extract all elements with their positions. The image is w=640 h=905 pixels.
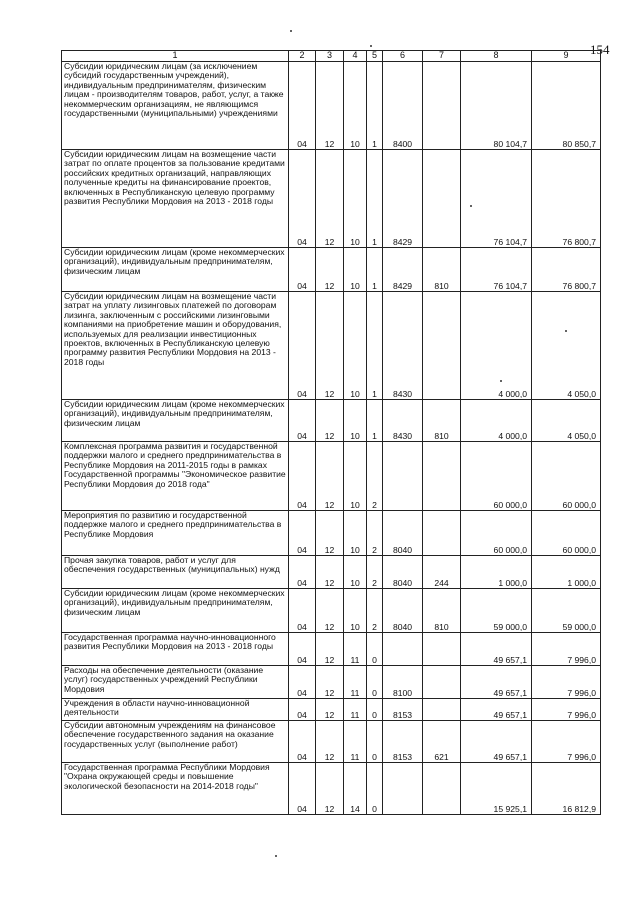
code-c4: 14 xyxy=(344,763,367,815)
amount-col8: 49 657,1 xyxy=(461,721,532,763)
code-c5: 0 xyxy=(367,763,383,815)
amount-col8: 49 657,1 xyxy=(461,633,532,666)
header-cell: 5 xyxy=(367,51,383,62)
code-c4: 10 xyxy=(344,511,367,556)
code-c5: 1 xyxy=(367,62,383,150)
amount-col8: 1 000,0 xyxy=(461,556,532,589)
amount-col9: 4 050,0 xyxy=(532,292,601,400)
code-c4: 11 xyxy=(344,633,367,666)
code-c7 xyxy=(423,62,461,150)
code-c7: 810 xyxy=(423,400,461,442)
amount-col8: 15 925,1 xyxy=(461,763,532,815)
code-c2: 04 xyxy=(289,589,316,633)
code-c4: 11 xyxy=(344,666,367,699)
amount-col8: 60 000,0 xyxy=(461,442,532,511)
code-c5: 1 xyxy=(367,150,383,248)
table-row xyxy=(62,633,601,666)
amount-col8: 80 104,7 xyxy=(461,62,532,150)
code-c5: 2 xyxy=(367,511,383,556)
amount-col8: 4 000,0 xyxy=(461,400,532,442)
code-c7 xyxy=(423,763,461,815)
code-c2: 04 xyxy=(289,248,316,292)
code-c5: 0 xyxy=(367,666,383,699)
code-c3: 12 xyxy=(316,633,344,666)
item-name: Субсидии юридическим лицам (кроме некоммерческих организаций), индивидуальным предпринимателям, физическим лицам xyxy=(62,589,289,633)
table-row xyxy=(62,248,601,292)
code-c3: 12 xyxy=(316,556,344,589)
code-c2: 04 xyxy=(289,666,316,699)
code-c3: 12 xyxy=(316,248,344,292)
code-c4: 10 xyxy=(344,442,367,511)
scan-dot xyxy=(565,330,567,332)
code-c7: 810 xyxy=(423,248,461,292)
table-row xyxy=(62,400,601,442)
code-c6: 8430 xyxy=(383,400,423,442)
scan-dot xyxy=(500,380,502,382)
code-c6: 8429 xyxy=(383,150,423,248)
code-c7 xyxy=(423,292,461,400)
code-c5: 0 xyxy=(367,699,383,721)
amount-col9: 7 996,0 xyxy=(532,699,601,721)
code-c6: 8153 xyxy=(383,699,423,721)
code-c3: 12 xyxy=(316,511,344,556)
amount-col9: 7 996,0 xyxy=(532,666,601,699)
code-c6: 8100 xyxy=(383,666,423,699)
table-row xyxy=(62,556,601,589)
code-c7 xyxy=(423,666,461,699)
code-c4: 11 xyxy=(344,721,367,763)
code-c4: 10 xyxy=(344,556,367,589)
scan-dot xyxy=(275,855,277,857)
scan-dot xyxy=(370,45,372,47)
code-c7 xyxy=(423,633,461,666)
code-c2: 04 xyxy=(289,721,316,763)
code-c7 xyxy=(423,699,461,721)
amount-col9: 59 000,0 xyxy=(532,589,601,633)
amount-col9: 80 850,7 xyxy=(532,62,601,150)
scan-dot xyxy=(290,30,292,32)
code-c6: 8153 xyxy=(383,721,423,763)
amount-col8: 60 000,0 xyxy=(461,511,532,556)
amount-col9: 76 800,7 xyxy=(532,248,601,292)
amount-col9: 16 812,9 xyxy=(532,763,601,815)
code-c4: 10 xyxy=(344,292,367,400)
code-c4: 10 xyxy=(344,400,367,442)
header-cell: 9 xyxy=(532,51,601,62)
code-c2: 04 xyxy=(289,699,316,721)
item-name: Субсидии юридическим лицам (кроме некоммерческих организаций), индивидуальным предпринимателям, физическим лицам xyxy=(62,248,289,292)
amount-col9: 4 050,0 xyxy=(532,400,601,442)
amount-col9: 1 000,0 xyxy=(532,556,601,589)
item-name: Субсидии автономным учреждениям на финансовое обеспечение государственного задания на оказание государственных услуг (выполнение работ) xyxy=(62,721,289,763)
item-name: Мероприятия по развитию и государственной поддержке малого и среднего предпринимательства в Республике Мордовия xyxy=(62,511,289,556)
item-name: Государственная программа научно-инновационного развития Республики Мордовия на 2013 - 2018 годы xyxy=(62,633,289,666)
code-c6 xyxy=(383,763,423,815)
table-row xyxy=(62,150,601,248)
code-c7: 810 xyxy=(423,589,461,633)
code-c5: 1 xyxy=(367,400,383,442)
code-c7 xyxy=(423,511,461,556)
code-c4: 10 xyxy=(344,248,367,292)
page-number: 154 xyxy=(590,42,610,57)
code-c6: 8430 xyxy=(383,292,423,400)
amount-col9: 76 800,7 xyxy=(532,150,601,248)
header-cell: 6 xyxy=(383,51,423,62)
code-c6 xyxy=(383,633,423,666)
item-name: Субсидии юридическим лицам на возмещение части затрат по оплате процентов за пользование кредитами российских кредитных организаций, направляющих полученные кредиты на финансирование проектов, включенных в Республиканскую целевую программу развития Республики Мордовия на 2013 - 2018 годы xyxy=(62,150,289,248)
amount-col8: 76 104,7 xyxy=(461,150,532,248)
item-name: Учреждения в области научно-инновационной деятельности xyxy=(62,699,289,721)
code-c2: 04 xyxy=(289,511,316,556)
code-c5: 1 xyxy=(367,292,383,400)
item-name: Субсидии юридическим лицам (кроме некоммерческих организаций), индивидуальным предпринимателям, физическим лицам xyxy=(62,400,289,442)
amount-col9: 7 996,0 xyxy=(532,633,601,666)
code-c6: 8040 xyxy=(383,589,423,633)
code-c3: 12 xyxy=(316,292,344,400)
header-cell: 3 xyxy=(316,51,344,62)
item-name: Комплексная программа развития и государственной поддержки малого и среднего предпринимательства в Республике Мордовия на 2011-2015 годы в рамках Государственной программы "Экономическое развитие Республики Мордовия до 2018 года" xyxy=(62,442,289,511)
amount-col8: 4 000,0 xyxy=(461,292,532,400)
code-c2: 04 xyxy=(289,633,316,666)
code-c5: 1 xyxy=(367,248,383,292)
header-cell: 4 xyxy=(344,51,367,62)
code-c7 xyxy=(423,442,461,511)
code-c3: 12 xyxy=(316,763,344,815)
code-c7 xyxy=(423,150,461,248)
code-c7: 621 xyxy=(423,721,461,763)
table-row xyxy=(62,442,601,511)
amount-col9: 60 000,0 xyxy=(532,511,601,556)
code-c4: 10 xyxy=(344,150,367,248)
table-row xyxy=(62,589,601,633)
code-c5: 0 xyxy=(367,633,383,666)
amount-col8: 49 657,1 xyxy=(461,666,532,699)
code-c3: 12 xyxy=(316,721,344,763)
header-cell: 8 xyxy=(461,51,532,62)
code-c3: 12 xyxy=(316,62,344,150)
code-c6: 8040 xyxy=(383,511,423,556)
code-c7: 244 xyxy=(423,556,461,589)
code-c2: 04 xyxy=(289,150,316,248)
code-c5: 2 xyxy=(367,442,383,511)
item-name: Расходы на обеспечение деятельности (оказание услуг) государственных учреждений Республики Мордовия xyxy=(62,666,289,699)
code-c6: 8429 xyxy=(383,248,423,292)
code-c2: 04 xyxy=(289,763,316,815)
code-c4: 10 xyxy=(344,62,367,150)
header-cell: 2 xyxy=(289,51,316,62)
code-c6 xyxy=(383,442,423,511)
code-c6: 8040 xyxy=(383,556,423,589)
table-row xyxy=(62,511,601,556)
amount-col8: 59 000,0 xyxy=(461,589,532,633)
amount-col9: 7 996,0 xyxy=(532,721,601,763)
header-row xyxy=(62,51,601,62)
code-c3: 12 xyxy=(316,666,344,699)
code-c2: 04 xyxy=(289,400,316,442)
code-c3: 12 xyxy=(316,699,344,721)
code-c2: 04 xyxy=(289,292,316,400)
code-c6: 8400 xyxy=(383,62,423,150)
budget-table xyxy=(61,50,601,815)
code-c5: 0 xyxy=(367,721,383,763)
code-c3: 12 xyxy=(316,400,344,442)
table-row xyxy=(62,62,601,150)
table-row xyxy=(62,699,601,721)
table-row xyxy=(62,763,601,815)
item-name: Прочая закупка товаров, работ и услуг для обеспечения государственных (муниципальных) нужд xyxy=(62,556,289,589)
code-c2: 04 xyxy=(289,442,316,511)
code-c3: 12 xyxy=(316,442,344,511)
table-row xyxy=(62,292,601,400)
code-c3: 12 xyxy=(316,150,344,248)
code-c4: 10 xyxy=(344,589,367,633)
item-name: Государственная программа Республики Мордовия "Охрана окружающей среды и повышение экологической безопасности на 2014-2018 годы" xyxy=(62,763,289,815)
header-cell: 1 xyxy=(62,51,289,62)
header-cell: 7 xyxy=(423,51,461,62)
scan-dot xyxy=(470,205,472,207)
amount-col9: 60 000,0 xyxy=(532,442,601,511)
code-c4: 11 xyxy=(344,699,367,721)
amount-col8: 49 657,1 xyxy=(461,699,532,721)
table-row xyxy=(62,666,601,699)
table-row xyxy=(62,721,601,763)
code-c5: 2 xyxy=(367,589,383,633)
code-c2: 04 xyxy=(289,556,316,589)
item-name: Субсидии юридическим лицам (за исключением субсидий государственным учреждений), индивидуальным предпринимателям, физическим лицам - производителям товаров, работ, услуг, а также некоммерческим организациям, не являющимся государственными (муниципальными) учреждениями xyxy=(62,62,289,150)
code-c3: 12 xyxy=(316,589,344,633)
item-name: Субсидии юридическим лицам на возмещение части затрат на уплату лизинговых платежей по договорам лизинга, заключенным с российскими лизинговыми компаниями на приобретение машин и оборудования, используемых для реализации инвестиционных проектов, включенных в Республиканскую целевую программу развития Республики Мордовия на 2013 - 2018 годы xyxy=(62,292,289,400)
amount-col8: 76 104,7 xyxy=(461,248,532,292)
code-c2: 04 xyxy=(289,62,316,150)
code-c5: 2 xyxy=(367,556,383,589)
